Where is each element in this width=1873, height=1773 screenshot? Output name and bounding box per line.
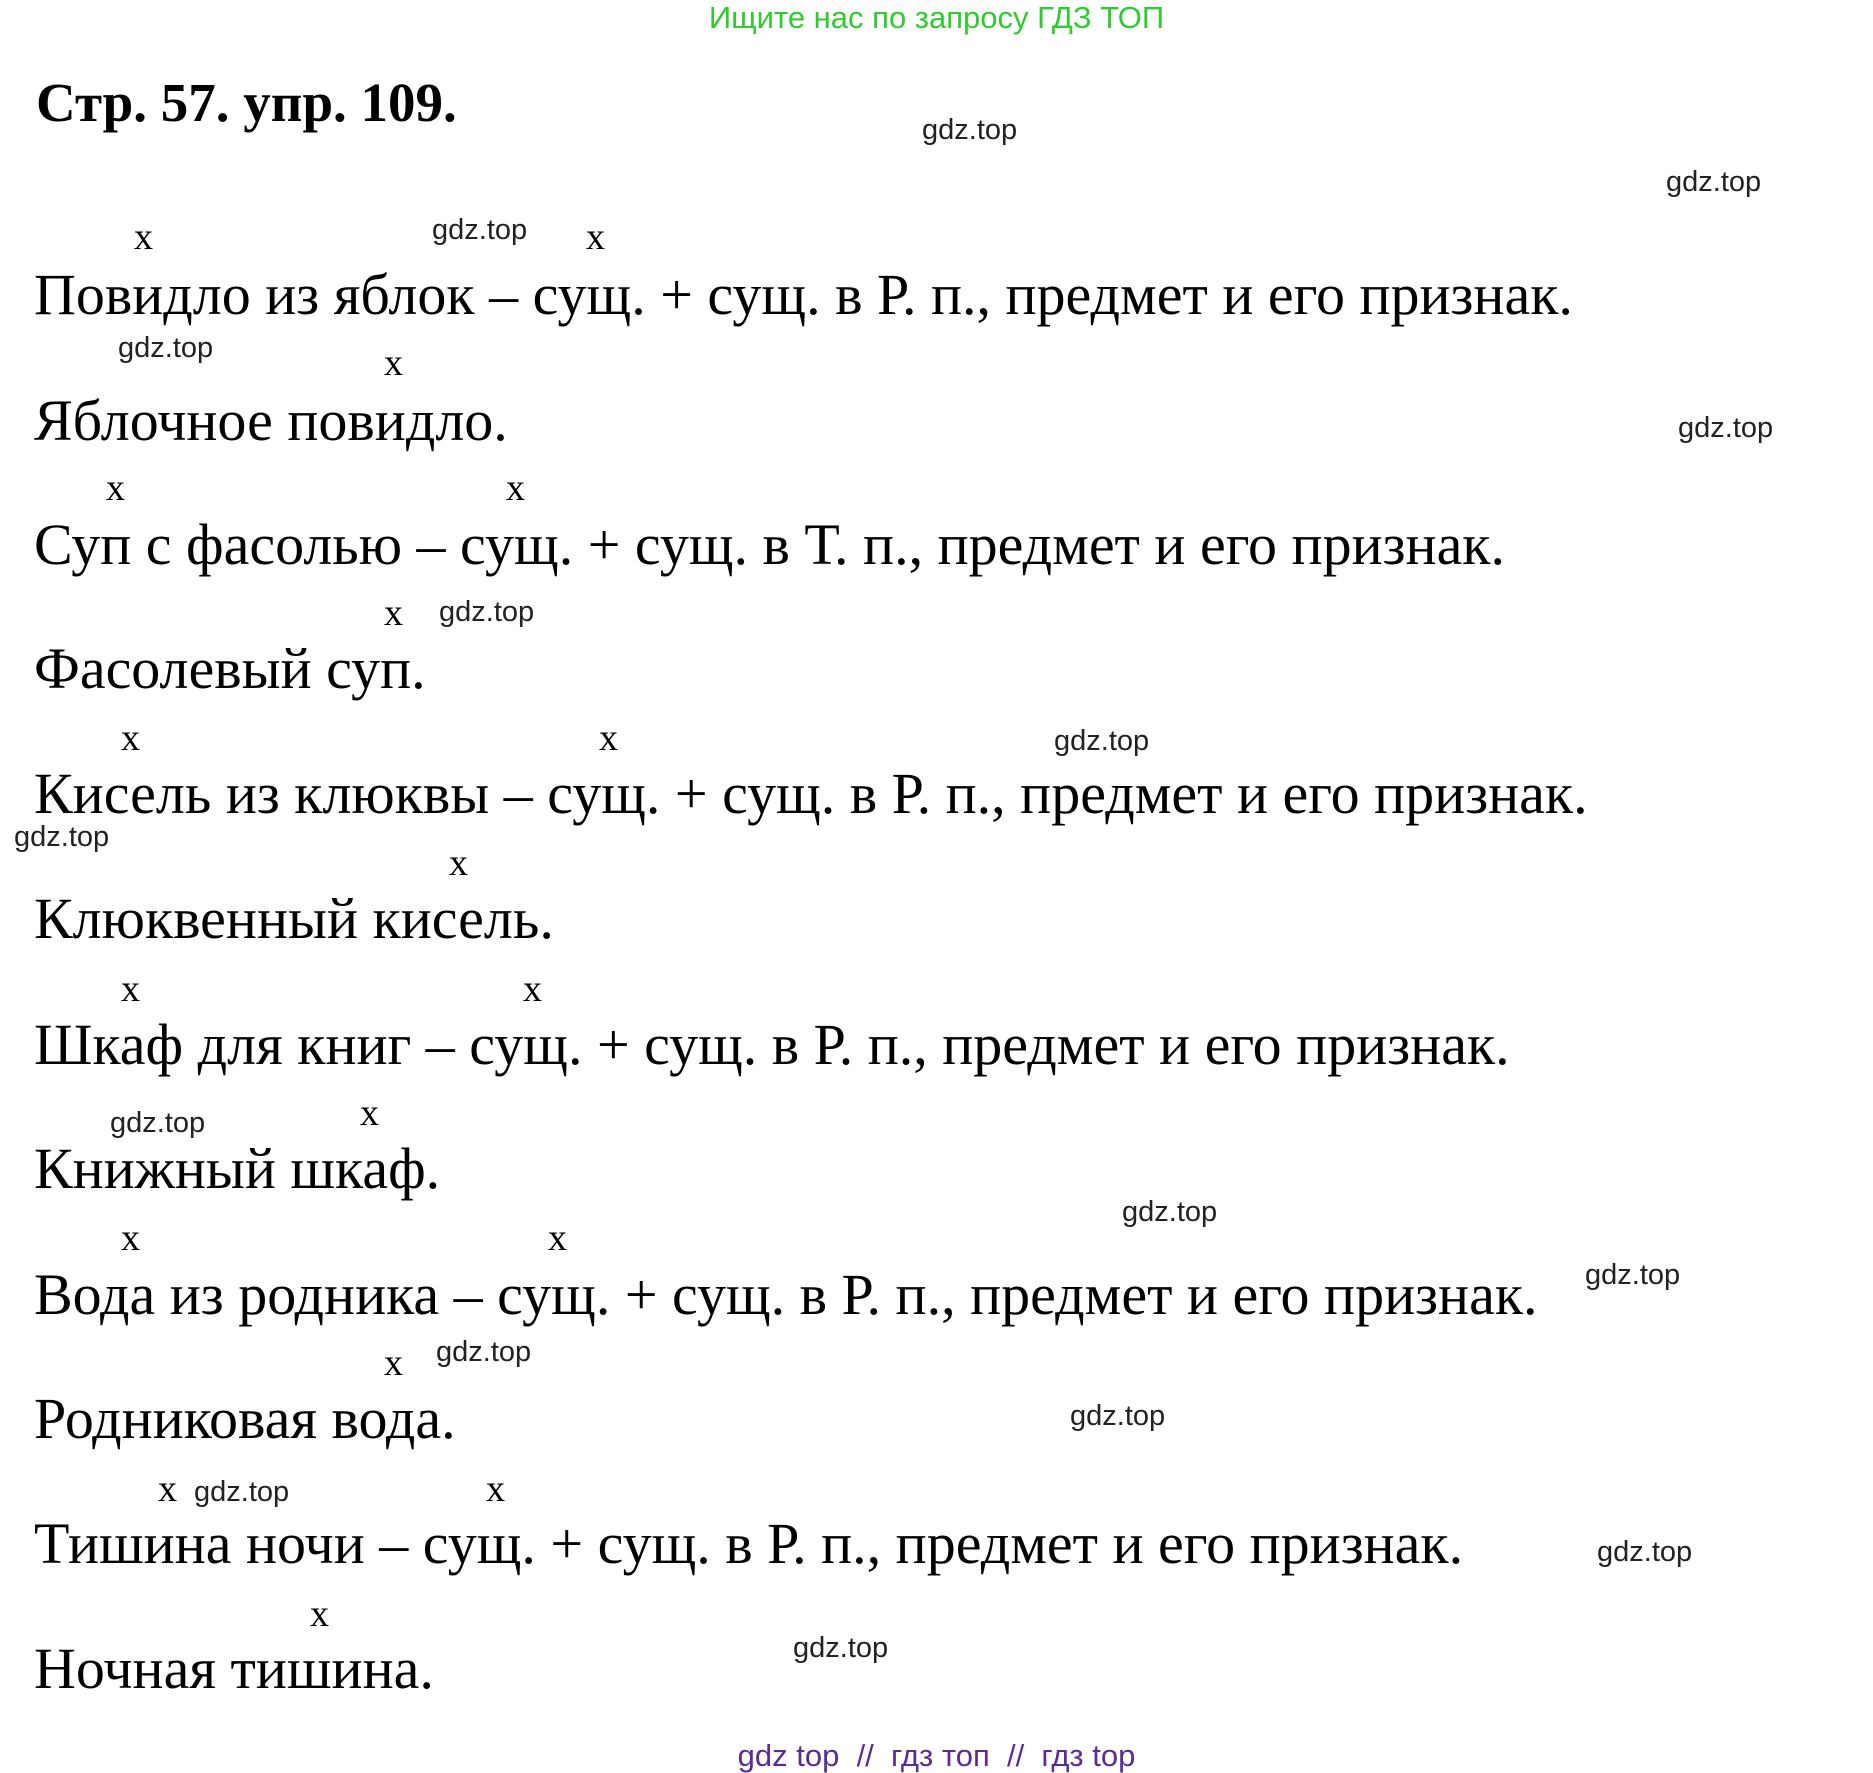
watermark: gdz.top [922,114,1018,146]
word-marker: x [310,1593,329,1635]
answer-line: Ночная тишина. [34,1636,434,1701]
answer-line: Кисель из клюквы – сущ. + сущ. в Р. п., предмет и его признак. [34,761,1588,826]
word-marker: x [121,717,140,759]
answer-line: Родниковая вода. [34,1386,456,1451]
watermark: gdz.top [436,1336,532,1368]
answer-line: Яблочное повидло. [34,388,508,453]
word-marker: x [384,1342,403,1384]
page-title: Стр. 57. упр. 109. [36,72,457,133]
word-marker: x [121,968,140,1010]
answer-line: Клюквенный кисель. [34,886,554,951]
word-marker: x [449,842,468,884]
word-marker: x [158,1468,177,1510]
watermark: gdz.top [1597,1536,1693,1568]
watermark: gdz.top [118,332,214,364]
watermark: gdz.top [1070,1400,1166,1432]
word-marker: x [548,1217,567,1259]
word-marker: x [486,1468,505,1510]
watermark: gdz.top [432,214,528,246]
answer-line: Тишина ночи – сущ. + сущ. в Р. п., предмет и его признак. [34,1511,1464,1576]
watermark: gdz.top [1678,412,1774,444]
answer-line: Суп с фасолью – сущ. + сущ. в Т. п., предмет и его признак. [34,512,1505,577]
watermark: gdz.top [110,1107,206,1139]
answer-line: Фасолевый суп. [34,636,426,701]
watermark: gdz.top [14,821,110,853]
watermark: gdz.top [1054,725,1150,757]
word-marker: x [523,968,542,1010]
answer-line: Книжный шкаф. [34,1136,441,1201]
watermark: gdz.top [194,1476,290,1508]
answer-line: Повидло из яблок – сущ. + сущ. в Р. п., предмет и его признак. [34,262,1573,327]
word-marker: x [384,342,403,384]
watermark: gdz.top [793,1632,889,1664]
word-marker: x [360,1092,379,1134]
watermark: gdz.top [1122,1196,1218,1228]
answer-line: Шкаф для книг – сущ. + сущ. в Р. п., предмет и его признак. [34,1012,1510,1077]
search-hint-header: Ищите нас по запросу ГДЗ ТОП [708,0,1165,35]
word-marker: x [121,1217,140,1259]
word-marker: x [106,467,125,509]
footer-watermark: gdz top // гдз топ // гдз top [737,1738,1136,1773]
answer-line: Вода из родника – сущ. + сущ. в Р. п., предмет и его признак. [34,1262,1538,1327]
word-marker: x [586,216,605,258]
word-marker: x [599,717,618,759]
watermark: gdz.top [1585,1259,1681,1291]
word-marker: x [384,592,403,634]
word-marker: x [506,467,525,509]
watermark: gdz.top [439,596,535,628]
watermark: gdz.top [1666,166,1762,198]
word-marker: x [134,216,153,258]
